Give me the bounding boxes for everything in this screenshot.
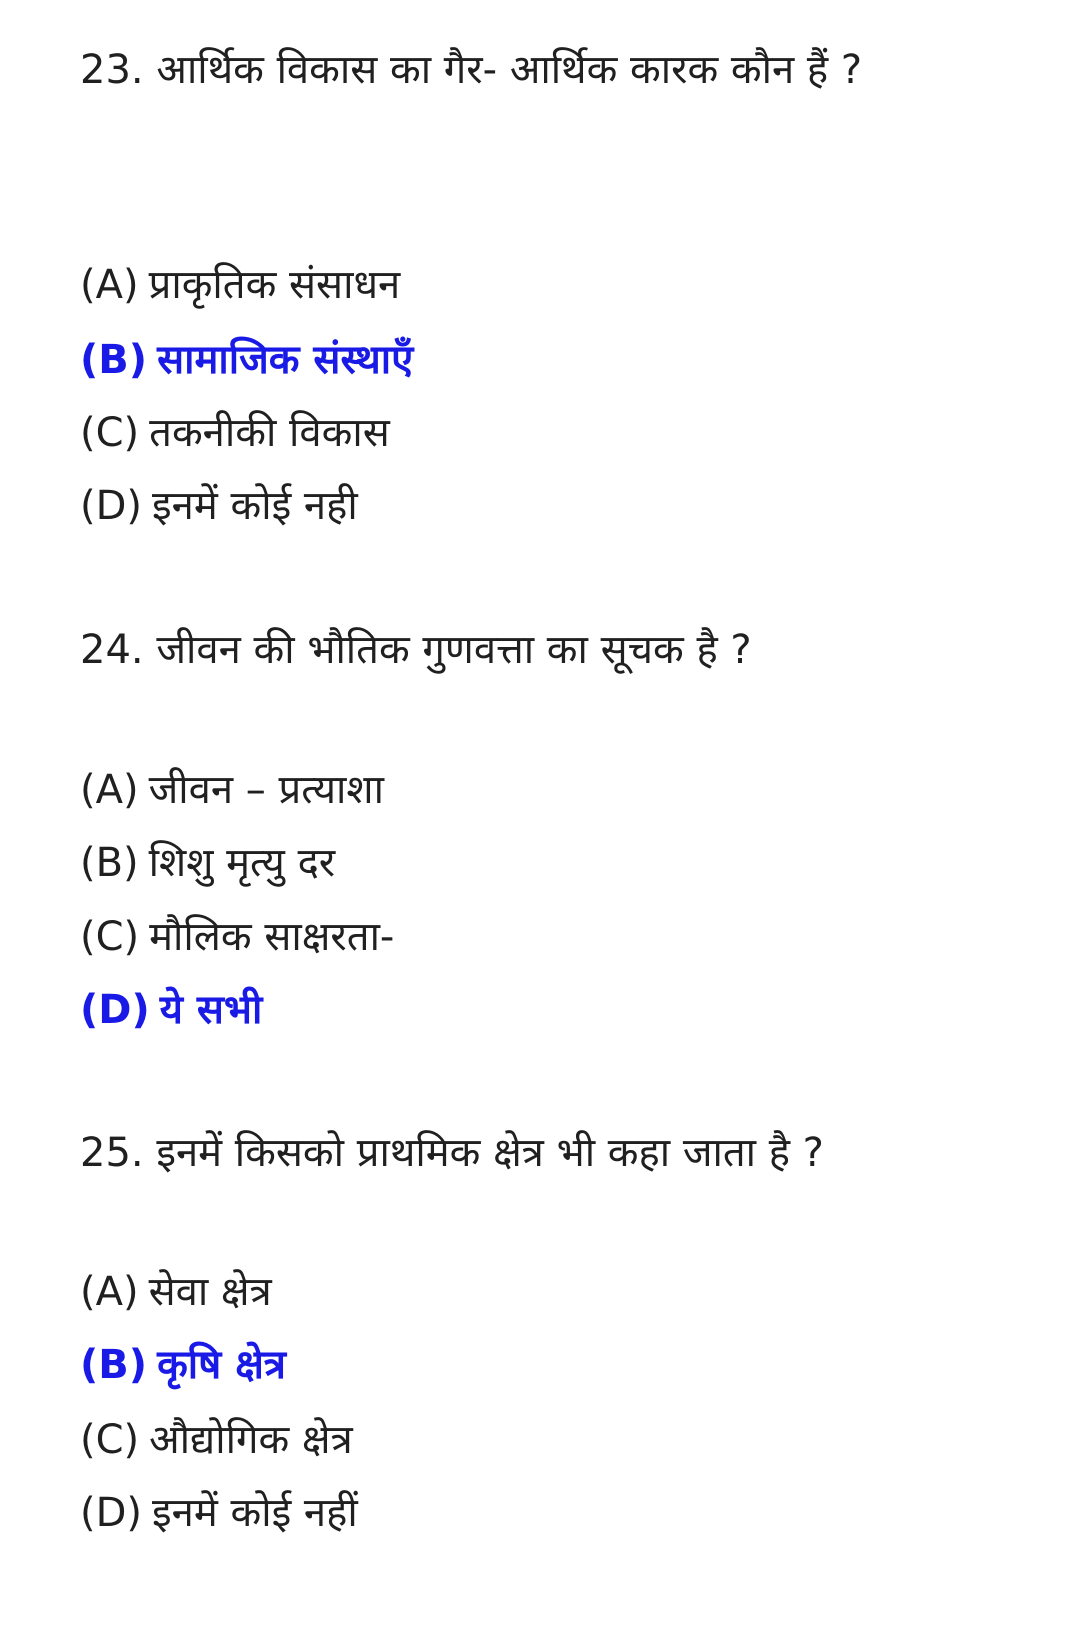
- option-label: (D): [80, 987, 150, 1033]
- option-label: (C): [80, 914, 140, 960]
- option-23-d: [80, 476, 358, 536]
- question-23: 23. आर्थिक विकास का गैर- आर्थिक कारक कौन हैं ?: [80, 47, 863, 93]
- option-24-a: [80, 760, 384, 820]
- option-text: इनमें कोई नही: [152, 483, 358, 529]
- option-text: सामाजिक संस्थाएँ: [157, 337, 414, 383]
- option-24-c: [80, 907, 394, 967]
- option-text: प्राकृतिक संसाधन: [148, 262, 401, 308]
- option-label: (A): [80, 262, 139, 308]
- option-25-c: [80, 1410, 353, 1470]
- option-25-a: [80, 1262, 272, 1322]
- option-25-d: [80, 1483, 358, 1543]
- option-text: इनमें कोई नहीं: [152, 1490, 358, 1536]
- option-label: (B): [80, 337, 148, 383]
- option-24-b: [80, 833, 335, 893]
- option-label: (C): [80, 1417, 140, 1463]
- option-label: (C): [80, 410, 140, 456]
- option-text: औद्योगिक क्षेत्र: [149, 1417, 353, 1463]
- option-label: (D): [80, 1490, 143, 1536]
- option-label: (B): [80, 840, 139, 886]
- question-25: 25. इनमें किसको प्राथमिक क्षेत्र भी कहा जाता है ?: [80, 1130, 824, 1176]
- option-text: सेवा क्षेत्र: [148, 1269, 272, 1315]
- option-text: जीवन – प्रत्याशा: [148, 767, 384, 813]
- option-text: कृषि क्षेत्र: [157, 1342, 286, 1388]
- option-25-b-correct: [80, 1335, 286, 1395]
- option-label: (A): [80, 1269, 139, 1315]
- option-text: ये सभी: [159, 987, 263, 1033]
- option-24-d-correct: [80, 980, 262, 1040]
- option-text: तकनीकी विकास: [149, 410, 390, 456]
- option-23-b-correct: [80, 330, 413, 390]
- option-label: (D): [80, 483, 143, 529]
- question-24: 24. जीवन की भौतिक गुणवत्ता का सूचक है ?: [80, 627, 752, 673]
- option-text: शिशु मृत्यु दर: [148, 840, 336, 886]
- option-23-a: [80, 255, 400, 315]
- option-23-c: [80, 403, 390, 463]
- option-label: (A): [80, 767, 139, 813]
- option-label: (B): [80, 1342, 148, 1388]
- option-text: मौलिक साक्षरता-: [149, 914, 395, 960]
